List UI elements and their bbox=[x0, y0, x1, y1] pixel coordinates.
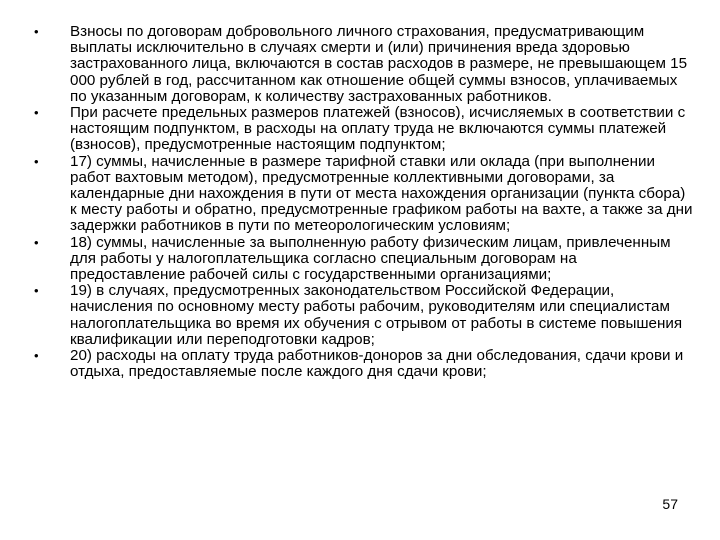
list-item-text: 17) суммы, начисленные в размере тарифной ставки или оклада (при выполнении работ вахтовым методом), предусмотренные коллективными договорами, за календарные дни нахождения в пути от места нахождения организации (пункта сбора) к месту работы и обратно, предусмотренные графиком работы на вахте, а также за дни задержки работников в пути по метеорологическим условиям; bbox=[70, 152, 693, 235]
bullet-list bbox=[34, 24, 696, 380]
list-item-text: При расчете предельных размеров платежей (взносов), исчисляемых в соответствии с настоящим подпунктом, в расходы на оплату труда не включаются суммы платежей (взносов), предусмотренные настоящим подпунктом; bbox=[70, 104, 686, 154]
bullet-icon: • bbox=[34, 234, 39, 250]
list-item bbox=[34, 24, 696, 105]
bullet-icon: • bbox=[34, 348, 39, 364]
bullet-icon: • bbox=[34, 153, 39, 169]
list-item-text: 18) суммы, начисленные за выполненную работу физическим лицам, привлеченным для работы у налогоплательщика согласно специальным договорам на предоставление рабочей силы с государственными организациями; bbox=[70, 233, 671, 284]
list-item bbox=[34, 154, 696, 235]
bullet-icon: • bbox=[34, 24, 39, 39]
bullet-icon: • bbox=[34, 105, 39, 121]
list-item-text: Взносы по договорам добровольного личного страхования, предусматривающим выплаты исключительно в случаях смерти и (или) причинения вреда здоровью застрахованного лица, включаются в состав расходов в размере, не превышающем 15 000 рублей в год, рассчитанном как отношение общей суммы взносов, уплачиваемых по указанным договорам, к количеству застрахованных работников. bbox=[70, 23, 688, 105]
list-item bbox=[34, 235, 696, 284]
list-item bbox=[34, 283, 696, 348]
bullet-icon: • bbox=[34, 283, 39, 299]
list-item bbox=[34, 348, 696, 380]
list-item-text: 19) в случаях, предусмотренных законодательством Российской Федерации, начисления по основному месту работы рабочим, руководителям или специалистам налогоплательщика во время их обучения с отрывом от работы в системе повышения квалификации или переподготовки кадров; bbox=[70, 282, 683, 348]
list-item-text: 20) расходы на оплату труда работников-доноров за дни обследования, сдачи крови и отдыха, предоставляемые после каждого дня сдачи крови; bbox=[70, 347, 684, 381]
list-item bbox=[34, 105, 696, 154]
page-number: 57 bbox=[662, 496, 678, 512]
